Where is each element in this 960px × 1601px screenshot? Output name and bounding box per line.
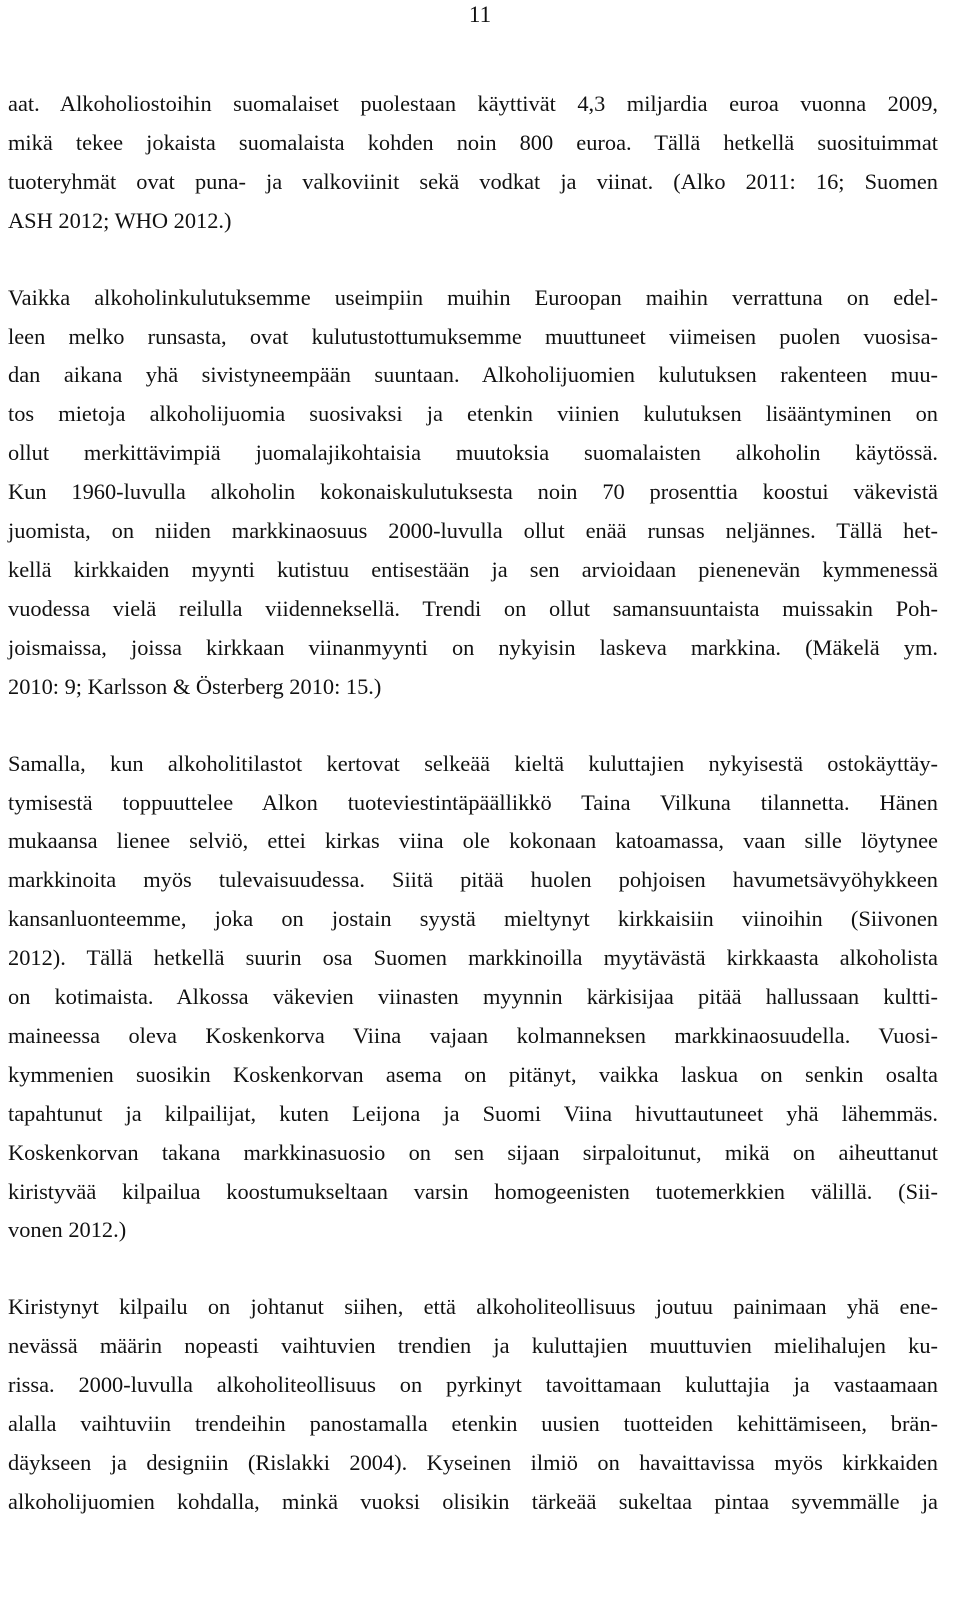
text-line: Vaikka alkoholinkulutuksemme useimpiin muihin Euroopan maihin verrattuna on edel- bbox=[8, 284, 938, 310]
text-line: markkinoita myös tulevaisuudessa. Siitä pitää huolen pohjoisen havumetsävyöhykkeen bbox=[8, 867, 938, 893]
text-line: kellä kirkkaiden myynti kutistuu entisestään ja sen arvioidaan pienenevän kymmenessä bbox=[8, 556, 938, 582]
text-line: 2012). Tällä hetkellä suurin osa Suomen markkinoilla myytävästä kirkkaasta alkoholista bbox=[8, 945, 938, 971]
text-line: 2010: 9; Karlsson & Österberg 2010: 15.) bbox=[8, 673, 382, 699]
text-line: leen melko runsasta, ovat kulutustottumuksemme muuttuneet viimeisen puolen vuosisa- bbox=[8, 323, 938, 349]
text-line: Kiristynyt kilpailu on johtanut siihen, että alkoholiteollisuus joutuu painimaan yhä ene- bbox=[8, 1294, 938, 1320]
page-number: 11 bbox=[468, 2, 492, 27]
text-line: tos mietoja alkoholijuomia suosivaksi ja etenkin viinien kulutuksen lisääntyminen on bbox=[8, 401, 938, 427]
text-line: däykseen ja designiin (Rislakki 2004). Kyseinen ilmiö on havaittavissa myös kirkkaiden bbox=[8, 1450, 938, 1475]
text-line: tuoteryhmät ovat puna- ja valkoviinit sekä vodkat ja viinat. (Alko 2011: 16; Suomen bbox=[8, 168, 938, 194]
paragraph-alcohol-purchases bbox=[8, 85, 938, 241]
text-line: alkoholijuomien kohdalla, minkä vuoksi olisikin tärkeää sukeltaa pintaa syvemmälle ja bbox=[8, 1488, 938, 1514]
text-line: Koskenkorvan takana markkinasuosio on sen sijaan sirpaloitunut, mikä on aiheuttanut bbox=[8, 1139, 938, 1165]
text-line: tymisestä toppuuttelee Alkon tuoteviestintäpäällikkö Taina Vilkuna tilannetta. Hänen bbox=[8, 789, 938, 815]
text-line: rissa. 2000-luvulla alkoholiteollisuus on pyrkinyt tavoittamaan kuluttajia ja vastaamaan bbox=[8, 1372, 938, 1398]
text-line: ollut merkittävimpiä juomalajikohtaisia muutoksia suomalaisten alkoholin käytössä. bbox=[8, 440, 938, 466]
paragraph-consumption-habits bbox=[8, 279, 938, 707]
text-line: vuodessa vielä reilulla viidenneksellä. Trendi on ollut samansuuntaista muissakin Poh- bbox=[8, 595, 938, 621]
text-line: dan aikana yhä sivistyneempään suuntaan. Alkoholijuomien kulutuksen rakenteen muu- bbox=[8, 362, 938, 388]
text-line: joismaissa, joissa kirkkaan viinanmyynti on nykyisin laskeva markkina. (Mäkelä ym. bbox=[8, 634, 938, 660]
text-line: Samalla, kun alkoholitilastot kertovat selkeää kieltä kuluttajien nykyisestä ostokäyttäy- bbox=[8, 750, 938, 776]
paragraph-competition-trends bbox=[8, 1288, 938, 1521]
text-line: kansanluonteemme, joka on jostain syystä mieltynyt kirkkaisiin viinoihin (Siivonen bbox=[8, 906, 938, 932]
text-line: ASH 2012; WHO 2012.) bbox=[8, 207, 232, 233]
text-line: kymmenien suosikin Koskenkorvan asema on pitänyt, vaikka laskua on senkin osalta bbox=[8, 1061, 938, 1087]
text-line: mukaansa lienee selviö, ettei kirkas viina ole kokonaan katoamassa, vaan sille löytynee bbox=[8, 828, 938, 854]
text-line: nevässä määrin nopeasti vaihtuvien trendien ja kuluttajien muuttuvien mielihalujen ku- bbox=[8, 1333, 938, 1359]
text-line: Kun 1960-luvulla alkoholin kokonaiskulutuksesta noin 70 prosenttia koostui väkevistä bbox=[8, 479, 938, 505]
text-line: juomista, on niiden markkinaosuus 2000-luvulla ollut enää runsas neljännes. Tällä het- bbox=[8, 518, 938, 544]
text-line: vonen 2012.) bbox=[8, 1217, 127, 1243]
paragraph-clear-spirits-market bbox=[8, 745, 938, 1251]
text-line: tapahtunut ja kilpailijat, kuten Leijona ja Suomi Viina hivuttautuneet yhä lähemmäs. bbox=[8, 1100, 938, 1126]
text-line: aat. Alkoholiostoihin suomalaiset puolestaan käyttivät 4,3 miljardia euroa vuonna 2009, bbox=[8, 91, 938, 116]
text-line: on kotimaista. Alkossa väkevien viinasten myynnin kärkisijaa pitää hallussaan kultti- bbox=[8, 984, 938, 1010]
text-line: alalla vaihtuviin trendeihin panostamalla etenkin uusien tuotteiden kehittämiseen, brän- bbox=[8, 1411, 938, 1437]
text-line: kiristyvää kilpailua koostumukseltaan varsin homogeenisten tuotemerkkien välillä. (Sii- bbox=[8, 1178, 938, 1204]
text-line: mikä tekee jokaista suomalaista kohden noin 800 euroa. Tällä hetkellä suosituimmat bbox=[8, 129, 938, 155]
text-line: maineessa oleva Koskenkorva Viina vajaan kolmanneksen markkinaosuudella. Vuosi- bbox=[8, 1022, 938, 1048]
page-body bbox=[8, 85, 938, 1560]
